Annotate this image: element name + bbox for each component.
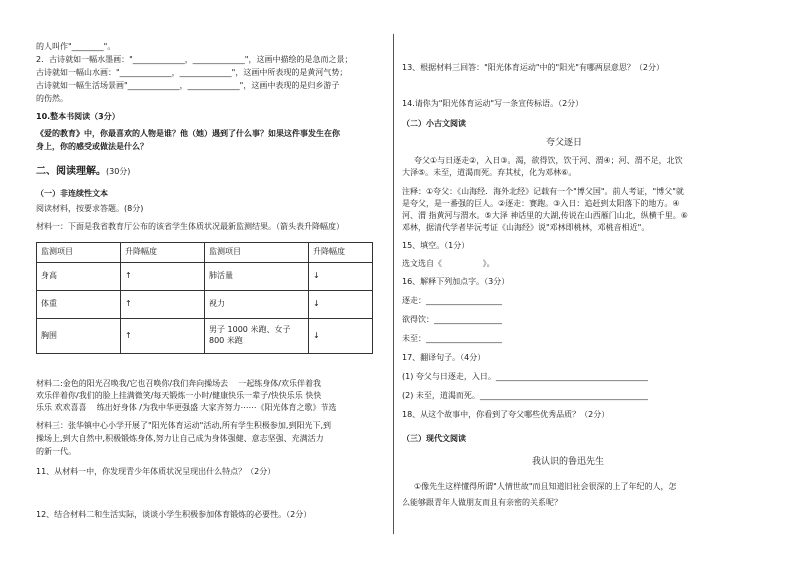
q18: 18、从这个故事中，你看到了夸父哪些优秀品质？（2分） xyxy=(402,410,610,419)
up-arrow-cell: ↑ xyxy=(121,291,205,319)
story-line1: 夸父①与日逐走②，入日③。渴，欲得饮，饮于河、渭④；河、渭不足，北饮 xyxy=(414,156,683,165)
table-cell-run xyxy=(205,319,309,354)
essay-line1: ①像先生这样懂得所谓"人情世故"而且知道旧社会很深的上了年纪的人，怎 xyxy=(414,482,677,491)
q2-line3: 古诗就如一幅生活场景画"_____________，_____________"，这画中表现的是归乡游子 xyxy=(36,81,340,90)
q17-1: (1) 夸父与日逐走，入日。______________________________________ xyxy=(402,372,648,381)
q12: 12、结合材料二和生活实际，谈谈小学生积极参加体育锻炼的必要性。（2分） xyxy=(36,510,312,519)
table-cell: 肺活量 xyxy=(205,263,309,291)
q10-line1: 《爱的教育》中，你最喜欢的人物是谁？他（她）遇到了什么事？如果这件事发生在你 xyxy=(36,129,340,138)
material3-line3: 的新一代。 xyxy=(36,447,76,456)
q2-line2: 古诗就如一幅山水画："_____________，_____________"，这画中所表现的是黄河气势； xyxy=(36,68,348,77)
up-arrow-cell: ↑ xyxy=(121,319,205,354)
essay-title: 我认识的鲁迅先生 xyxy=(532,457,605,467)
table-header: 升降幅度 xyxy=(121,243,205,263)
q16-c: 未至：___________________ xyxy=(402,334,502,343)
q15-blank: 选文选自《 》。 xyxy=(402,259,495,268)
run-line2: 800 米跑 xyxy=(209,336,243,345)
down-arrow-cell: ↓ xyxy=(309,291,373,319)
table-header: 升降幅度 xyxy=(309,243,373,263)
q14: 14.请你为"阳光体育运动"写一条宣传标语。（2分） xyxy=(402,99,584,108)
table-row xyxy=(37,319,373,354)
subsection2-title: （二）小古文阅读 xyxy=(402,119,466,128)
essay-line2: 么能够跟青年人做朋友而且有亲密的关系呢？ xyxy=(402,498,562,507)
q16-b: 欲得饮：_________________ xyxy=(402,315,502,324)
table-cell: 视力 xyxy=(205,291,309,319)
note-line3: 河、渭 指黄河与渭水。⑤大泽 神话里的大湖,传说在山西雁门山北，纵横千里。⑥ xyxy=(402,211,688,220)
q1-tail: 的人叫作"________"。 xyxy=(36,42,116,51)
q17: 17、翻译句子。（4分） xyxy=(402,353,486,362)
q16-a: 逐走：___________________ xyxy=(402,296,502,305)
material3-line1: 材料三：张华镇中心小学开展了"阳光体育运动"活动,所有学生积极参加,到阳光下,到 xyxy=(36,421,331,430)
story-line2: 大泽⑤。未至，道渴而死。弃其杖，化为邓林⑥。 xyxy=(402,168,577,177)
q2-line1: 2．古诗就如一幅水墨画："_____________，_____________"，这画中描绘的是急而之景； xyxy=(36,55,353,64)
table-header: 监测项目 xyxy=(205,243,309,263)
table-row xyxy=(37,291,373,319)
story-title: 夸父逐日 xyxy=(546,138,583,148)
column-divider xyxy=(393,34,394,534)
table-cell: 身高 xyxy=(37,263,121,291)
note-line2: 是夸父，是一番强的巨人。②逐走：赛跑。③入日：追赶到太阳落下的地方。④ xyxy=(402,199,680,208)
material2-line1: 材料二:金色的阳光召唤我/它也召唤你/我们奔向操场去 一起练身体/欢乐伴着我 xyxy=(36,379,321,388)
q2-line4: 的伤然。 xyxy=(36,94,68,103)
q10-line2: 身上，你的感受或做法是什么？ xyxy=(36,142,148,151)
material3-line2: 操场上,到大自然中,积极锻炼身体,努力让自己成为身体强健、意志坚强、充满活力 xyxy=(36,434,324,443)
q13: 13、根据材料三回答："阳光体育运动"中的"阳光"有哪两层意思？（2分） xyxy=(402,63,664,72)
material2-line3: 乐乐 欢欢喜喜 练出好身体 /为我中华更强盛 大家齐努力⋯⋯《阳光体育之歌》节选 xyxy=(36,403,337,412)
q17-2: (2) 未至，道渴而死。__________________________________________ xyxy=(402,391,648,400)
section2-score: (30分) xyxy=(106,167,131,176)
subsection3-title: （三）现代文阅读 xyxy=(402,434,466,443)
material2-line2: 欢乐伴着你/我们的脸上挂满微笑/每天锻炼一小时/健康快乐一辈子/快快乐乐 快快 xyxy=(36,391,322,400)
run-line1: 男子 1000 米跑、女子 xyxy=(209,325,291,335)
q15: 15、填空。（1分） xyxy=(402,241,470,250)
q16: 16、解释下列加点字。（3分） xyxy=(402,277,510,286)
down-arrow-cell: ↓ xyxy=(309,319,373,354)
table-header-row xyxy=(37,243,373,263)
table-cell: 体重 xyxy=(37,291,121,319)
down-arrow-cell: ↓ xyxy=(309,263,373,291)
table-cell: 胸围 xyxy=(37,319,121,354)
q11: 11、从材料一中，你发现青少年体质状况呈现出什么特点？（2分） xyxy=(36,467,276,476)
subsection1-title: （一）非连续性文本 xyxy=(36,189,108,198)
table-header: 监测项目 xyxy=(37,243,121,263)
up-arrow-cell: ↑ xyxy=(121,263,205,291)
q10-title: 10.整本书阅读（3分） xyxy=(36,112,120,121)
reading-instruction: 阅读材料，按要求答题。(8分) xyxy=(36,204,144,213)
note-line4: 邓林，据清代学者毕沅考证《山海经》说"邓林即桃林，邓桃音相近"。 xyxy=(402,223,650,232)
section2-title: 二、阅读理解。 xyxy=(36,166,106,177)
note-line1: 注释：①夸父：《山海经．海外北经》记载有一个"博父国"。前人考证，"博父"就 xyxy=(402,187,684,196)
fitness-table xyxy=(36,242,373,354)
section2-heading xyxy=(36,165,130,179)
material1: 材料一：下面是我省教育厅公布的该省学生体质状况最新监测结果。（箭头表升降幅度） xyxy=(36,222,344,231)
table-row xyxy=(37,263,373,291)
